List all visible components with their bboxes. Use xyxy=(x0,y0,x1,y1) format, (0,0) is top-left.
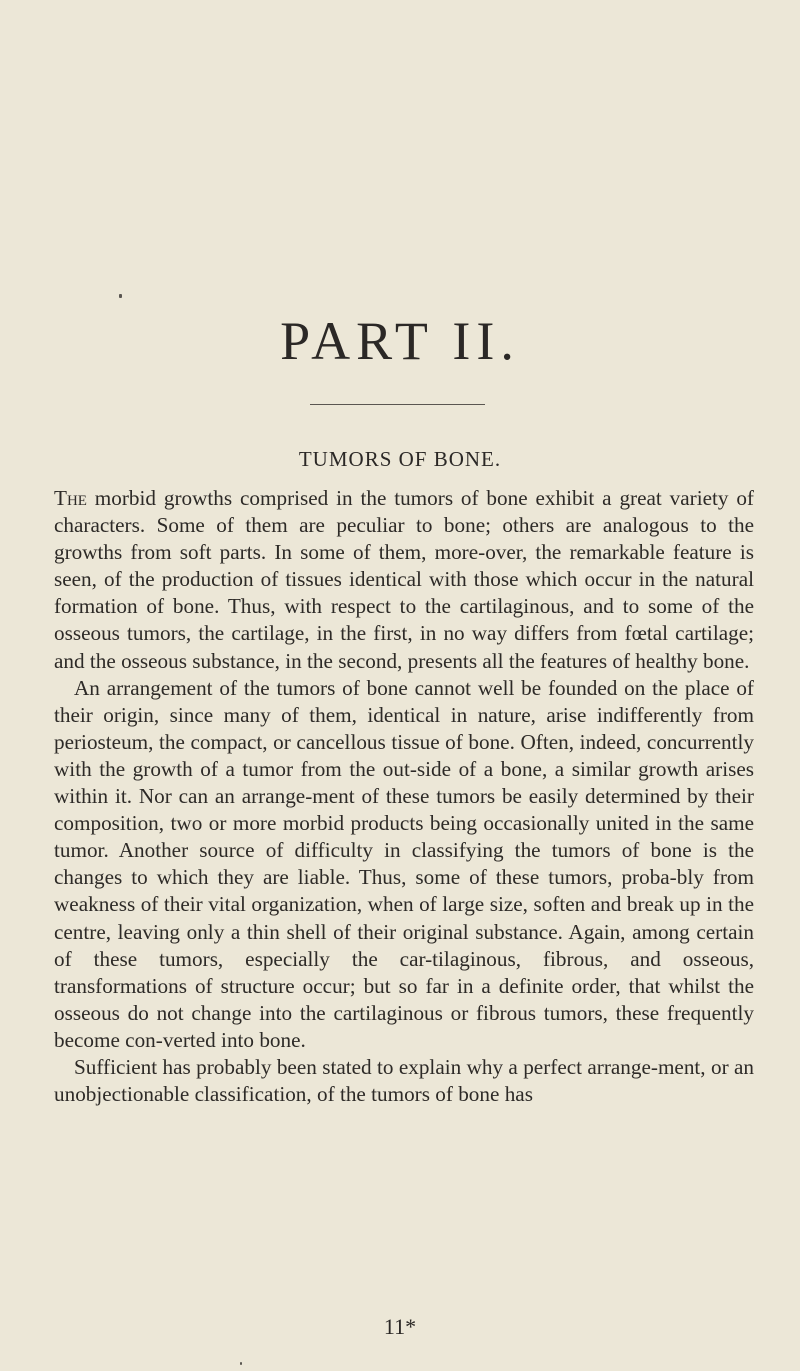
ink-fleck xyxy=(240,1362,242,1365)
paragraph-1 xyxy=(54,485,754,675)
part-heading: PART II. xyxy=(280,311,520,371)
paragraph-2: An arrangement of the tumors of bone cannot well be founded on the place of their origin, since many of them, identical in nature, arise indifferently from periosteum, the compact, or cancellous tissue of bone. Often, indeed, concurrently with the growth of a tumor from the out-side of a bone, a similar growth arises within it. Nor can an arrange-ment of these tumors be easily determined by their composition, two or more morbid products being occasionally united in the same tumor. Another source of difficulty in classifying the tumors of bone is the changes to which they are liable. Thus, some of these tumors, proba-bly from weakness of their vital organization, when of large size, soften and break up in the centre, leaving only a thin shell of their original substance. Again, among certain of these tumors, especially the car-tilaginous, fibrous, and osseous, transformations of structure occur; but so far in a definite order, that whilst the osseous do not change into the cartilaginous or fibrous tumors, these frequently become con-verted into bone. xyxy=(54,675,754,1052)
paragraph-1-text: morbid growths comprised in the tumors of bone exhibit a great variety of characters. Some of them are peculiar to bone; others are analogous to the growths from soft parts. In some of them, more-over, the remarkable feature is seen, of the production of tissues identical with those which occur in the natural formation of bone. Thus, with respect to the cartilaginous, and to some of the osseous tumors, the cartilage, in the first, in no way differs from fœtal cartilage; and the osseous substance, in the second, presents all the features of healthy bone. xyxy=(54,486,754,673)
heading-rule xyxy=(310,404,485,405)
paragraph-lead-word: The xyxy=(54,486,87,510)
section-title: TUMORS OF BONE. xyxy=(298,447,502,471)
signature-mark: 11* xyxy=(383,1314,417,1339)
body-text xyxy=(54,485,754,1108)
ink-fleck xyxy=(119,294,122,298)
paragraph-3: Sufficient has probably been stated to explain why a perfect arrange-ment, or an unobjectionable classification, of the tumors of bone has xyxy=(54,1054,754,1107)
